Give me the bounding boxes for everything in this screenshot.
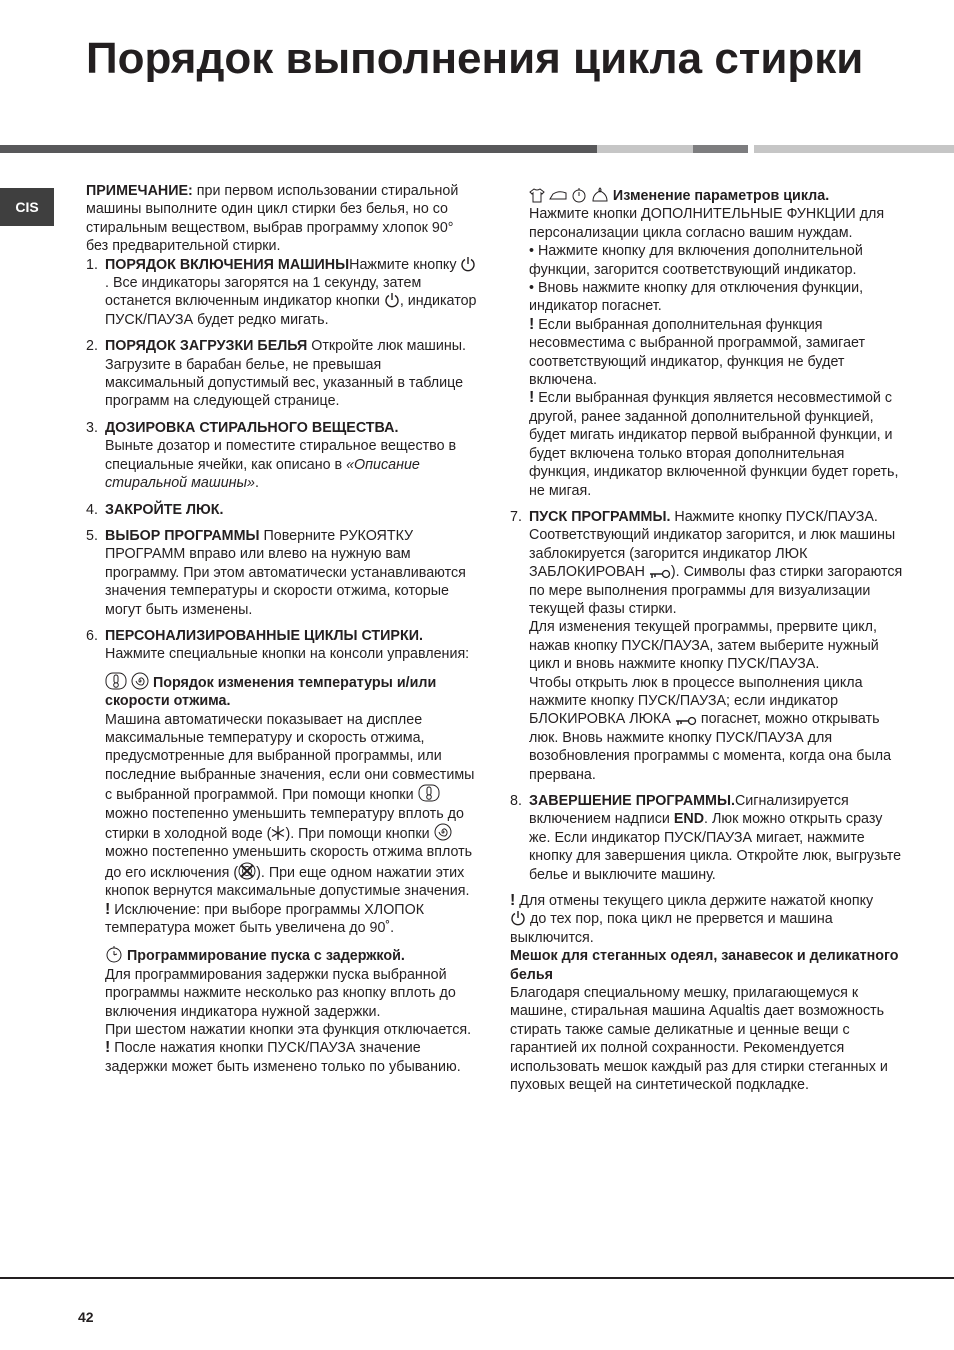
step-number: 2. [86, 338, 98, 355]
warning-mark: ! [105, 1039, 111, 1057]
step-2 [86, 337, 478, 411]
step-number: 6. [86, 627, 98, 644]
thermometer-icon [418, 784, 440, 802]
step-text: Выньте дозатор и поместите стиральное вещество в специальные ячейки, как описано в [105, 438, 457, 473]
step-heading: ПОРЯДОК ЗАГРУЗКИ БЕЛЬЯ [105, 338, 308, 355]
step-text: , индикатор ПУСК/ПАУЗА будет редко мигать. [105, 293, 477, 328]
shirt-icon [529, 187, 545, 203]
section-text: Если выбранная функция является несовместимой с другой, ранее заданной дополнительной функцией, будет мигать индикатор первой выбранной функции, и будет включена только вторая дополнительная функция, индикатор включенной функции будет гореть, не мигая. [529, 390, 899, 499]
section-text: Исключение: при выборе программы ХЛОПОК температура может быть увеличена до 90˚. [105, 901, 425, 937]
stain-icon [591, 187, 609, 203]
step-heading: ВЫБОР ПРОГРАММЫ [105, 527, 260, 544]
bag-text: Благодаря специальному мешку, прилагающемуся к машине, стиральная машина Aqualtis дает возможность стирать также самые деликатные и ценные вещи с гарантией их полной сохранности. Рекомендуется использовать мешок каждый раз для стирки стеганных и пуховых вещей на синтетической подкладке. [510, 985, 888, 1094]
section-text: ). При помощи кнопки [285, 826, 434, 842]
right-column [510, 187, 906, 1095]
section-text: Нажмите кнопки ДОПОЛНИТЕЛЬНЫЕ ФУНКЦИИ для персонализации цикла согласно вашим нуждам. [529, 206, 885, 241]
section-heading: Программирование пуска с задержкой. [123, 948, 405, 965]
step-1 [86, 256, 478, 330]
step-8 [510, 792, 906, 884]
note-text: Для отмены текущего цикла держите нажатой кнопку [515, 893, 874, 910]
step-number: 4. [86, 501, 98, 518]
delay-timer-icon [105, 945, 123, 963]
step-text: погаснет, можно открывать люк. Вновь нажмите кнопку ПУСК/ПАУЗА для возобновления программы с момента, когда она была прервана. [529, 711, 892, 783]
note-text: при первом использовании стиральной машины выполните один цикл стирки без белья, но со стиральным веществом, выбрав программу хлопок 90° без предварительной стирки. [86, 183, 459, 255]
warning-mark: ! [529, 315, 535, 333]
step-heading: ПУСК ПРОГРАММЫ. [529, 508, 671, 525]
step-text: Сигнализируется включением надписи [529, 793, 849, 828]
step-number: 1. [86, 256, 98, 273]
step-text: Нажмите кнопку ПУСК/ПАУЗА. Соответствующий индикатор загорится, и люк машины заблокируется (загорится индикатор ЛЮК ЗАБЛОКИРОВАН [529, 508, 896, 581]
section-heading: Изменение параметров цикла. [608, 188, 830, 204]
step-number: 8. [510, 793, 522, 809]
end-label: END [673, 811, 705, 828]
title-bar-dark [0, 145, 597, 153]
section-text: После нажатия кнопки ПУСК/ПАУЗА значение задержки может быть изменено только по убыванию. [105, 1040, 461, 1075]
left-column [86, 182, 478, 1076]
section-text: можно постепенно уменьшить скорость отжима вплоть до его исключения ( [105, 844, 473, 881]
power-icon [460, 256, 476, 272]
warning-mark: ! [510, 892, 516, 910]
step-4 [86, 501, 478, 519]
step-text: Поверните РУКОЯТКУ ПРОГРАММ вправо или влево на нужную вам программу. При этом автоматически устанавливаются значения температуры и скорости отжима, которые могут быть изменены. [105, 527, 466, 618]
step-text: Нажмите специальные кнопки на консоли управления: [105, 646, 470, 663]
delay-start-section [105, 945, 478, 1076]
step-6 [86, 627, 478, 1076]
footer-rule [0, 1277, 954, 1279]
step-heading: ПЕРСОНАЛИЗИРОВАННЫЕ ЦИКЛЫ СТИРКИ. [105, 627, 423, 644]
step-number: 5. [86, 527, 98, 544]
step-heading: ЗАКРОЙТЕ ЛЮК. [105, 501, 224, 518]
spin-icon [131, 672, 149, 690]
warning-mark: ! [105, 900, 111, 918]
page-title: Порядок выполнения цикла стирки [86, 34, 864, 83]
temperature-spin-section [105, 672, 478, 938]
section-heading: Порядок изменения температуры и/или скорости отжима. [105, 674, 437, 710]
section-text: можно постепенно уменьшить температуру вплоть до стирки в холодной воде ( [105, 805, 464, 842]
step-heading: ПОРЯДОК ВКЛЮЧЕНИЯ МАШИНЫ [105, 256, 350, 273]
step-text: Для изменения текущей программы, прервите цикл, нажав кнопку ПУСК/ПАУЗА, затем выберите нужный цикл и вновь нажмите кнопку ПУСК/ПАУЗА. [529, 619, 879, 673]
step-3 [86, 419, 478, 493]
door-lock-icon [675, 716, 697, 726]
step-heading: ЗАВЕРШЕНИЕ ПРОГРАММЫ. [529, 793, 735, 809]
step-number: 3. [86, 419, 98, 436]
section-text: • Нажмите кнопку для включения дополнительной функции, загорится соответствующий индикатор. [529, 243, 863, 278]
iron-icon [549, 187, 567, 203]
note [86, 182, 478, 256]
step-number: 7. [510, 508, 522, 525]
warning-mark: ! [529, 389, 535, 407]
step-text: Откройте люк машины. Загрузите в барабан белье, не превышая максимальный допустимый вес, указанный в таблице программ на следующей странице. [105, 338, 467, 410]
snowflake-icon [271, 825, 285, 841]
door-lock-icon [649, 569, 671, 579]
title-bar-light-end [754, 145, 954, 153]
step-text: . Все индикаторы загорятся на 1 секунду, затем останется включенным индикатор кнопки [105, 275, 422, 310]
step-text: ). Символы фаз стирки загораются по мере выполнения программы для визуализации текущей фазы стирки. [529, 564, 903, 617]
section-text: Для программирования задержки пуска выбранной программы нажмите несколько раз кнопку вплоть до включения индикатора нужной задержки. [105, 966, 456, 1020]
step-text: . Люк можно открыть сразу же. Если индикатор ПУСК/ПАУЗА мигает, нажмите кнопку для завершения цикла. Откройте люк, выгрузьте белье и выключите машину. [529, 811, 902, 883]
bag-heading: Мешок для стеганных одеял, занавесок и деликатного белья [510, 948, 899, 983]
title-bar-mid [693, 145, 748, 153]
note-text: до тех пор, пока цикл не прервется и машина выключится. [510, 911, 833, 946]
page-number: 42 [78, 1309, 94, 1325]
section-text: • Вновь нажмите кнопку для отключения функции, индикатор погаснет. [529, 280, 864, 315]
power-icon [384, 292, 400, 308]
step-text: Нажмите кнопку [349, 256, 461, 273]
spin-icon [434, 823, 452, 841]
note-label: ПРИМЕЧАНИЕ: [86, 183, 193, 199]
section-text: Машина автоматически показывает на дисплее максимальные температуру и скорость отжима, предусмотренные для выбранной программы, или последние выбранные значения, если они совместимы с выбранной программой. При помощи кнопки [105, 711, 475, 804]
step-reference: «Описание стиральной машины» [105, 456, 420, 492]
section-text: Если выбранная дополнительная функция несовместима с выбранной программой, замигает соответствующий индикатор, функция не будет включена. [529, 316, 866, 389]
options-section [510, 187, 906, 500]
thermometer-icon [105, 672, 127, 690]
cancel-note [510, 892, 906, 947]
step-text: . [255, 475, 259, 492]
step-5 [86, 527, 478, 619]
stopwatch-icon [571, 187, 587, 203]
power-icon [510, 910, 526, 926]
step-7 [510, 508, 906, 784]
step-heading: ДОЗИРОВКА СТИРАЛЬНОГО ВЕЩЕСТВА. [105, 419, 399, 436]
section-text: ). При еще одном нажатии этих кнопок вернутся максимальные допустимые значения. [105, 864, 470, 900]
language-tab: CIS [0, 188, 54, 226]
step-text: Чтобы открыть люк в процессе выполнения цикла нажмите кнопку ПУСК/ПАУЗА; если индикатор БЛОКИРОВКА ЛЮКА [529, 674, 863, 728]
title-bar-light [597, 145, 693, 153]
no-spin-icon [238, 862, 256, 880]
section-text: При шестом нажатии кнопки эта функция отключается. [105, 1022, 472, 1039]
